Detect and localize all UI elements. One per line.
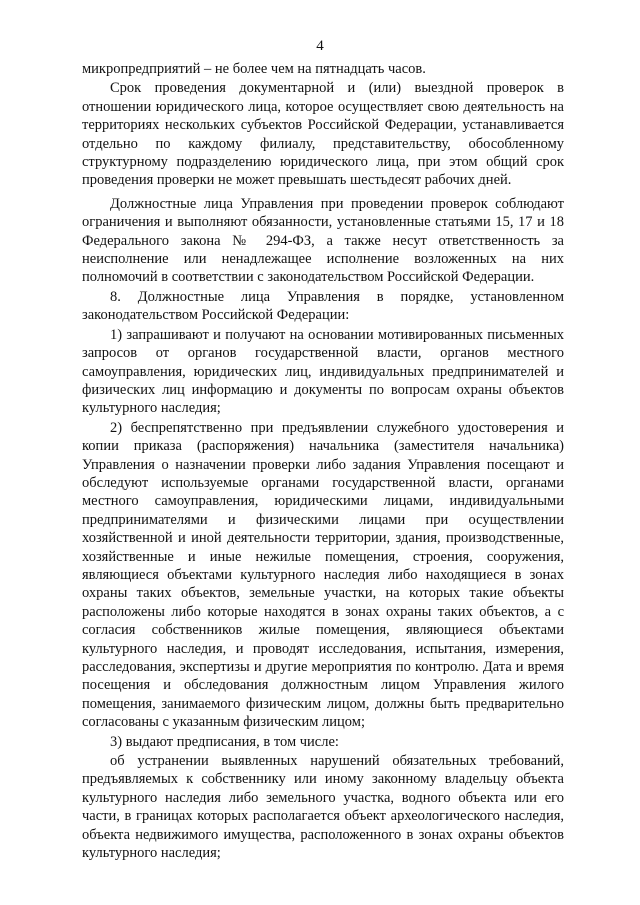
paragraph-subitem-3: 3) выдают предписания, в том числе: (110, 733, 339, 750)
page-number: 4 (316, 38, 324, 54)
paragraph-item-8: 8. Должностные лица Управления в порядке, установленном законодательством Российской Федерации: (82, 288, 564, 324)
paragraph-subitem-1: 1) запрашивают и получают на основании мотивированных письменных запросов от органов государственной власти, органов местного самоуправления, юридических лиц, индивидуальных предпринимателей и физических лиц информацию и документы по вопросам охраны объектов культурного наследия; (82, 326, 564, 417)
paragraph-inspection-duration: Срок проведения документарной и (или) выездной проверок в отношении юридического лица, которое осуществляет свою деятельность на территориях нескольких субъектов Российской Федерации, устанавливается отдельно по каждому филиалу, представительству, обособленному структурному подразделению юридического лица, при этом общий срок проведения проверки не может превышать шестьдесят рабочих дней. (82, 80, 564, 189)
paragraph-continuation: микропредприятий – не более чем на пятнадцать часов. (82, 61, 426, 77)
paragraph-subitem-2: 2) беспрепятственно при предъявлении служебного удостоверения и копии приказа (распоряжения) начальника (заместителя начальника) Управления о назначении проверки либо задания Управления посещают и обследуют используемые органами государственной власти, органами местного самоуправления, юридическими лицами, индивидуальными предпринимателями и физическими лицами при осуществлении хозяйственной и иной деятельности территории, здания, производственные, хозяйственные и иные нежилые помещения, строения, сооружения, являющиеся объектами культурного наследия либо находящиеся в зонах охраны таких объектов, земельные участки, на которых такие объекты расположены либо которые находятся в зонах охраны таких объектов, а с согласия собственников жилые помещения, являющиеся объектами культурного наследия, и проводят исследования, испытания, измерения, расследования, экспертизы и другие мероприятия по контролю. Дата и время посещения и обследования должностным лицом Управления жилого помещения, занимаемого физическим лицом, должны быть предварительно согласованы с указанным физическим лицом; (82, 419, 564, 731)
paragraph-prescription-elimination: об устранении выявленных нарушений обязательных требований, предъявляемых к собственнику или иному законному владельцу объекта культурного наследия либо земельного участка, водного объекта или его части, в границах которых располагается объект археологического наследия, объекта недвижимого имущества, расположенного в зонах охраны объектов культурного наследия; (82, 753, 564, 862)
paragraph-officials-obligations: Должностные лица Управления при проведении проверок соблюдают ограничения и выполняют обязанности, установленные статьями 15, 17 и 18 Федерального закона № 294-ФЗ, а также несут ответственность за неисполнение или ненадлежащее исполнение возложенных на них полномочий в соответствии с законодательством Российской Федерации. (82, 195, 564, 286)
document-body (82, 60, 564, 863)
